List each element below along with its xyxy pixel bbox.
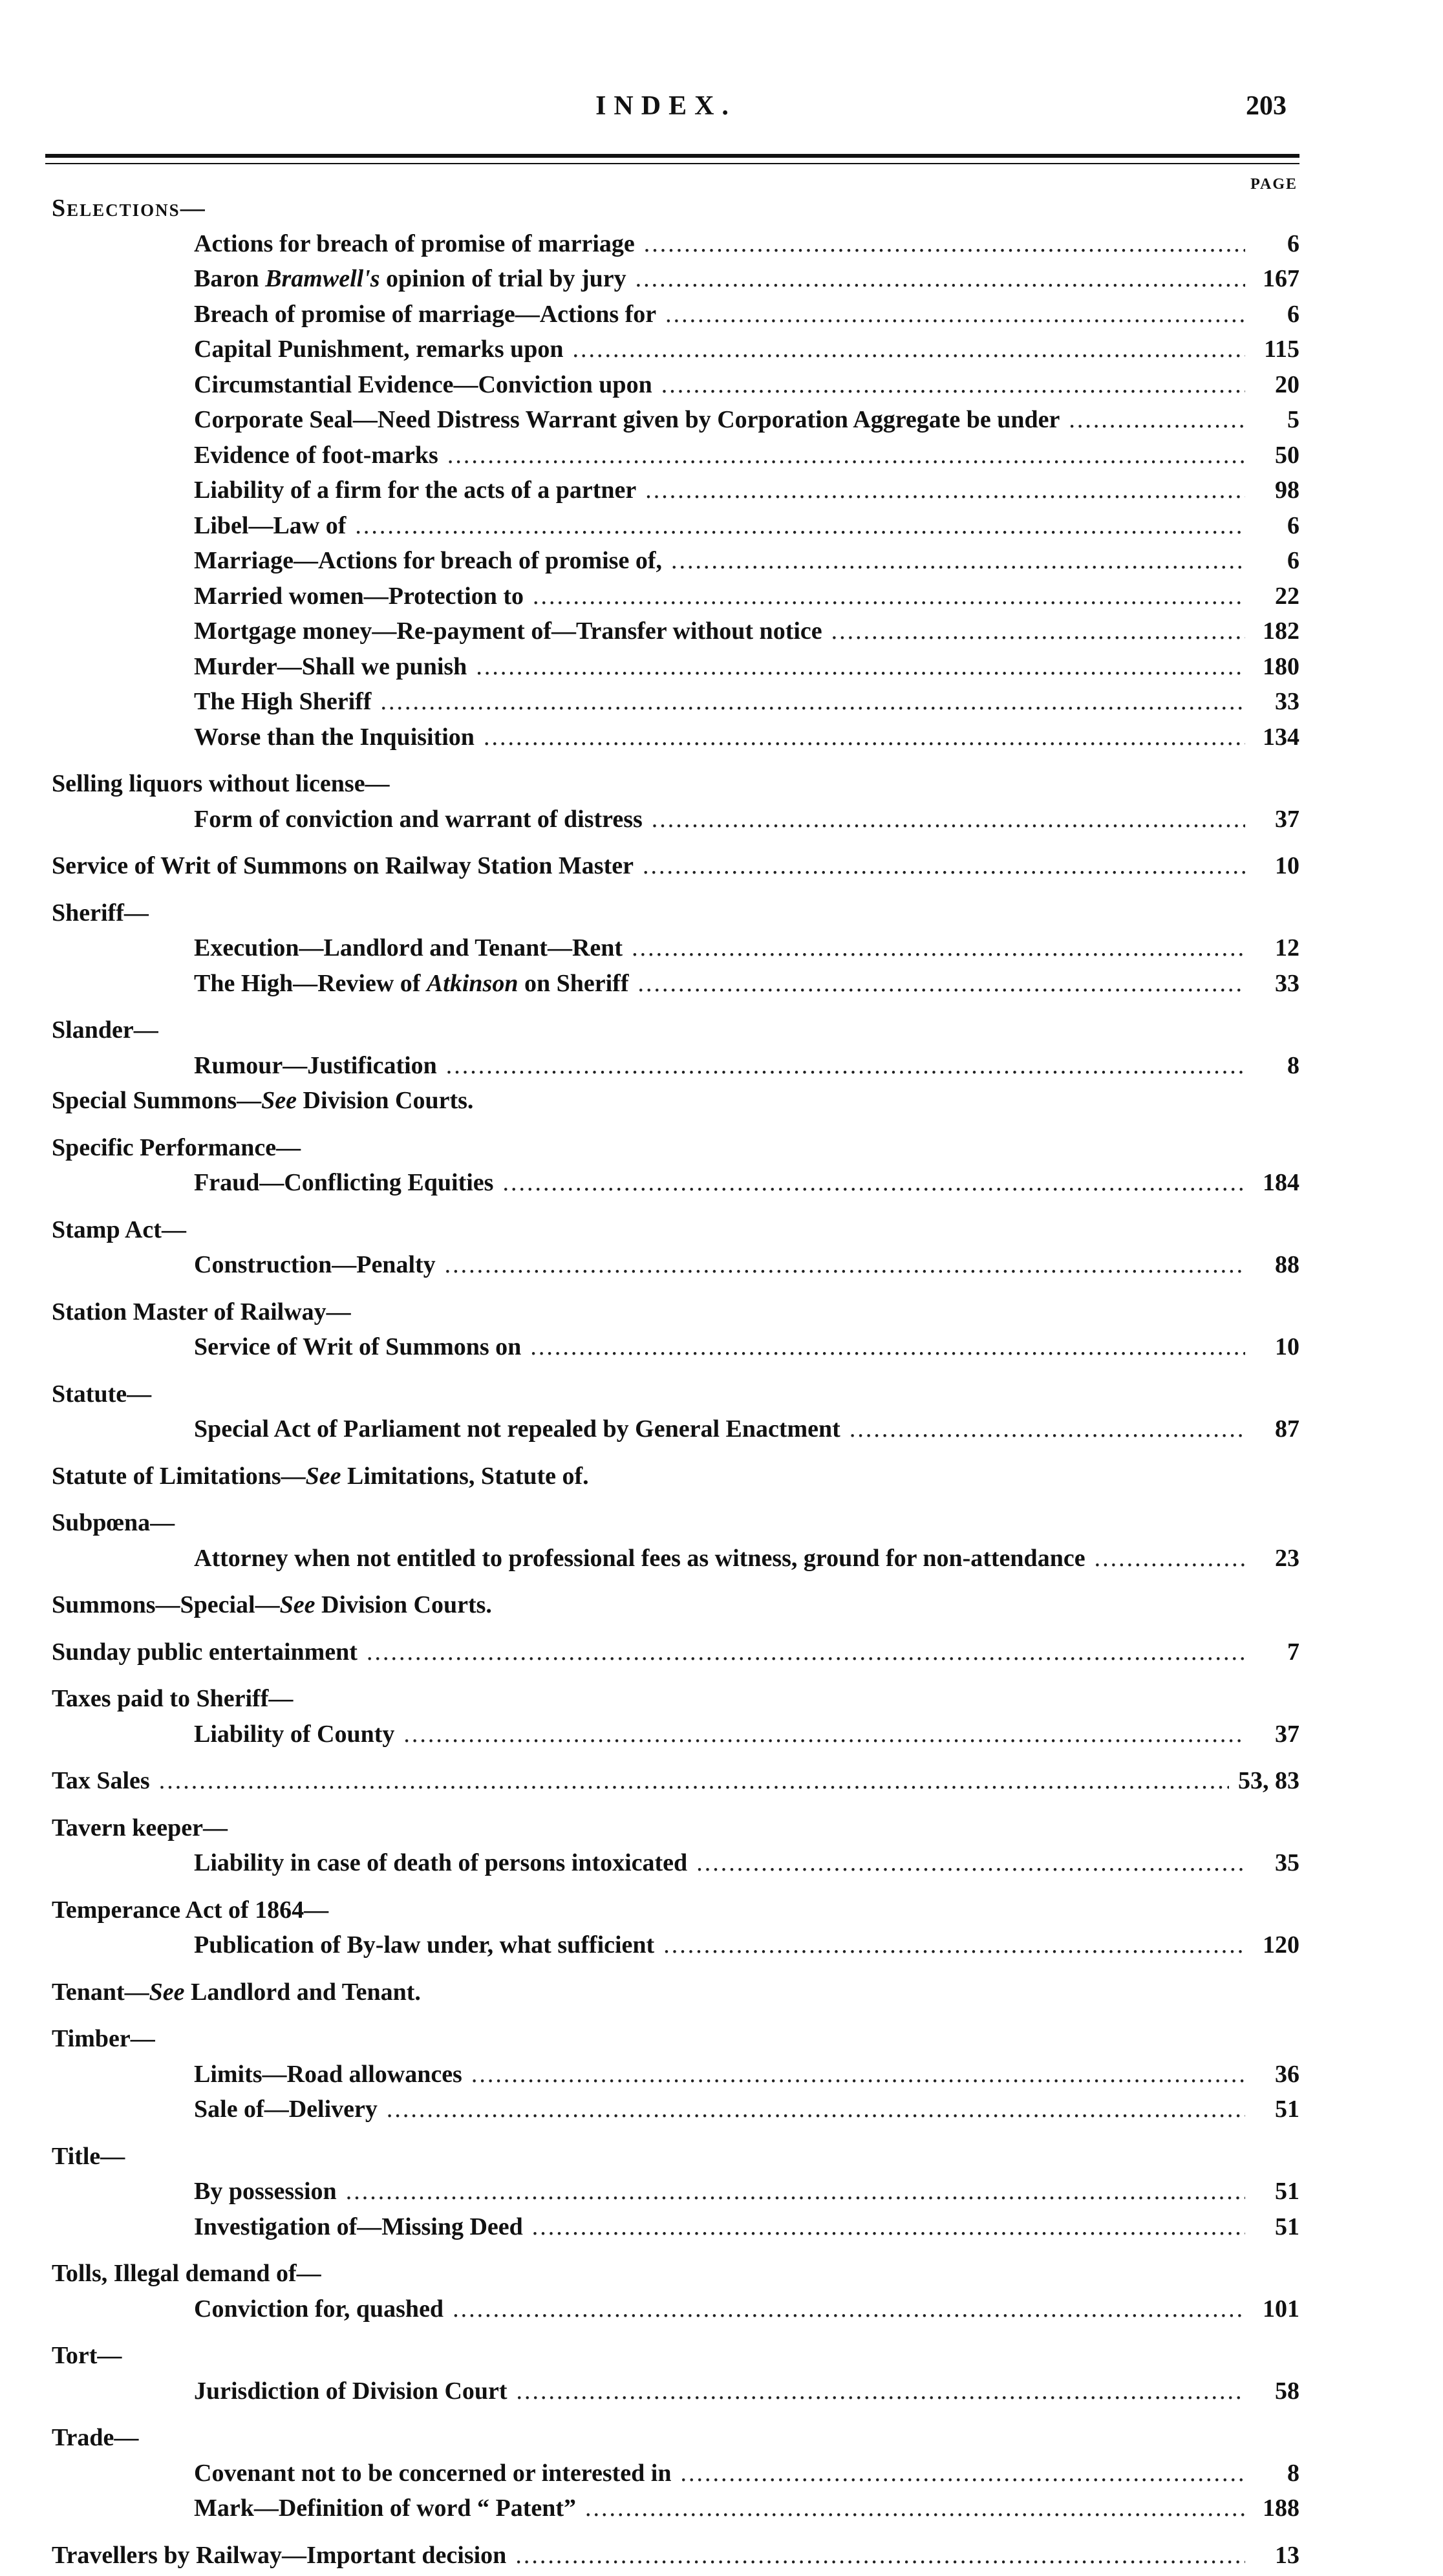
entry-text: Liability in case of death of persons intoxicated	[194, 1849, 687, 1877]
entry-page: 98	[1254, 476, 1306, 504]
index-subentry	[52, 1415, 1306, 1450]
entry-page: 51	[1254, 2213, 1306, 2241]
index-entry	[52, 1766, 1306, 1802]
dot-leader	[346, 2177, 1245, 2206]
index-subentry	[52, 1333, 1306, 1368]
entry-spacer	[52, 1802, 1306, 1814]
entry-text: Stamp Act—	[52, 1216, 186, 1244]
entry-page: 13	[1254, 2541, 1306, 2570]
index-entry	[52, 899, 1306, 934]
entry-text	[194, 264, 626, 293]
header-rule-thin	[45, 163, 1299, 164]
entry-page: 188	[1254, 2494, 1306, 2522]
entry-page: 180	[1254, 652, 1306, 681]
entry-text: Capital Punishment, remarks upon	[194, 335, 564, 363]
entry-spacer	[52, 1286, 1306, 1298]
index-subentry	[52, 476, 1306, 511]
index-entry	[52, 2142, 1306, 2178]
index-entry	[52, 1814, 1306, 1849]
entry-text: Investigation of—Missing Deed	[194, 2213, 523, 2241]
dot-leader	[367, 1638, 1245, 1666]
entry-page: 120	[1254, 1931, 1306, 1959]
dot-leader	[850, 1415, 1245, 1443]
entry-text: Travellers by Railway—Important decision	[52, 2541, 506, 2570]
entry-text-part: The High—Review of	[194, 970, 427, 997]
entry-text: Worse than the Inquisition	[194, 723, 475, 751]
index-entry	[52, 2259, 1306, 2295]
entry-text: Sheriff—	[52, 899, 149, 927]
entry-text-italic: See	[280, 1591, 315, 1618]
dot-leader	[573, 335, 1245, 363]
dot-leader	[530, 1333, 1245, 1361]
entry-page: 10	[1254, 852, 1306, 880]
entry-page: 8	[1254, 1051, 1306, 1080]
entry-text: Form of conviction and warrant of distress	[194, 805, 643, 833]
entry-page: 20	[1254, 370, 1306, 399]
entry-text: Tort—	[52, 2341, 122, 2370]
entry-page: 37	[1254, 805, 1306, 833]
entry-text: Slander—	[52, 1016, 158, 1044]
entry-spacer	[52, 1755, 1306, 1766]
entry-text: Marriage—Actions for breach of promise of,	[194, 546, 662, 575]
index-subentry	[52, 723, 1306, 758]
entry-text-part: Summons—Special—	[52, 1591, 280, 1618]
index-entry	[52, 2541, 1306, 2576]
entry-spacer	[52, 887, 1306, 899]
index-subentry	[52, 511, 1306, 547]
entry-text-part: Statute of Limitations—	[52, 1463, 306, 1490]
entry-page: 33	[1254, 969, 1306, 998]
entry-text: Limits—Road allowances	[194, 2060, 462, 2088]
index-subentry	[52, 2060, 1306, 2096]
entry-text: Actions for breach of promise of marriage	[194, 230, 635, 258]
dot-leader	[643, 852, 1245, 880]
entry-text-part: Tenant—	[52, 1979, 149, 2006]
entry-spacer	[52, 2248, 1306, 2259]
index-entry	[52, 1591, 1306, 1626]
entry-text-part: Landlord and Tenant.	[185, 1979, 421, 2006]
index-entry	[52, 1684, 1306, 1720]
entry-text: Tavern keeper—	[52, 1814, 228, 1842]
index-subentry	[52, 370, 1306, 406]
entry-text-part: on Sheriff	[518, 970, 628, 997]
entry-text-italic: Bramwell's	[265, 265, 379, 292]
entry-page: 134	[1254, 723, 1306, 751]
index-entry	[52, 1133, 1306, 1169]
entry-text: Trade—	[52, 2423, 138, 2452]
entry-page: 88	[1254, 1250, 1306, 1279]
entry-page: 167	[1254, 264, 1306, 293]
entry-text-part: Special Summons—	[52, 1087, 261, 1114]
entry-spacer	[52, 2412, 1306, 2423]
index-subentry	[52, 300, 1306, 336]
entry-spacer	[52, 1626, 1306, 1638]
dot-leader	[446, 1051, 1245, 1080]
entry-text: Title—	[52, 2142, 125, 2171]
dot-leader	[1095, 1544, 1245, 1572]
entry-spacer	[52, 1368, 1306, 1380]
entry-page: 51	[1254, 2177, 1306, 2206]
entry-text: Service of Writ of Summons on Railway Station Master	[52, 852, 634, 880]
entry-page: 182	[1254, 617, 1306, 645]
entry-text: Breach of promise of marriage—Actions for	[194, 300, 656, 328]
page-header	[45, 91, 1287, 136]
dot-leader	[445, 1250, 1245, 1279]
entry-page: 6	[1254, 300, 1306, 328]
index-entry	[52, 1298, 1306, 1333]
entry-text: Evidence of foot-marks	[194, 441, 438, 469]
entry-text	[52, 1086, 473, 1115]
entry-text: Construction—Penalty	[194, 1250, 436, 1279]
entry-text	[52, 1591, 492, 1619]
entry-page: 87	[1254, 1415, 1306, 1443]
index-entry	[52, 1086, 1306, 1122]
index-subentry	[52, 2295, 1306, 2330]
entry-text: Mark—Definition of word “ Patent”	[194, 2494, 576, 2522]
index-entry	[52, 2341, 1306, 2377]
dot-leader	[532, 2213, 1245, 2241]
dot-leader	[453, 2295, 1245, 2323]
entry-spacer	[52, 1004, 1306, 1016]
entry-text: Station Master of Railway—	[52, 1298, 351, 1326]
dot-leader	[502, 1168, 1245, 1197]
entry-page: 50	[1254, 441, 1306, 469]
entry-page: 5	[1254, 405, 1306, 434]
entry-text-part: Limitations, Statute of.	[341, 1463, 589, 1490]
entry-text: Sunday public entertainment	[52, 1638, 358, 1666]
entry-text: Specific Performance—	[52, 1133, 301, 1162]
index-subentry	[52, 1931, 1306, 1966]
index-subentry	[52, 969, 1306, 1005]
page-number: 203	[1246, 91, 1287, 122]
index-subentry	[52, 1168, 1306, 1204]
entry-spacer	[52, 2013, 1306, 2024]
entry-text: Rumour—Justification	[194, 1051, 437, 1080]
dot-leader	[637, 969, 1245, 998]
dot-leader	[403, 1720, 1245, 1748]
entry-spacer	[52, 2330, 1306, 2341]
entry-text-italic: See	[306, 1463, 341, 1490]
entry-text: Tolls, Illegal demand of—	[52, 2259, 321, 2288]
dot-leader	[380, 687, 1245, 716]
index-subentry	[52, 2095, 1306, 2131]
page-title: INDEX.	[45, 91, 1287, 122]
index-subentry	[52, 546, 1306, 582]
entry-text	[194, 969, 628, 998]
index-subentry	[52, 1051, 1306, 1087]
page-column-label: PAGE	[1250, 176, 1298, 193]
entry-page: 37	[1254, 1720, 1306, 1748]
dot-leader	[644, 230, 1245, 258]
entry-text: Jurisdiction of Division Court	[194, 2377, 508, 2405]
dot-leader	[355, 511, 1245, 540]
index-entry	[52, 1462, 1306, 1497]
entry-page: 101	[1254, 2295, 1306, 2323]
entry-text: Covenant not to be concerned or interested in	[194, 2459, 671, 2487]
dot-leader	[387, 2095, 1245, 2123]
index-subentry	[52, 805, 1306, 841]
entry-text: Service of Writ of Summons on	[194, 1333, 521, 1361]
entry-text-part: Division Courts.	[315, 1591, 492, 1618]
entry-text-italic: See	[261, 1087, 297, 1114]
entry-page: 10	[1254, 1333, 1306, 1361]
index-subentry	[52, 617, 1306, 652]
index-entry	[52, 2423, 1306, 2459]
entry-text	[52, 1462, 589, 1490]
entry-text: Liability of County	[194, 1720, 394, 1748]
entry-text: Fraud—Conflicting Equities	[194, 1168, 493, 1197]
index-subentry	[52, 264, 1306, 300]
entry-spacer	[52, 1966, 1306, 1978]
entry-text-part: Baron	[194, 265, 265, 292]
entry-spacer	[52, 1450, 1306, 1462]
index-subentry	[52, 2377, 1306, 2412]
dot-leader	[652, 805, 1245, 833]
entry-text: The High Sheriff	[194, 687, 371, 716]
entry-text: Special Act of Parliament not repealed by General Enactment	[194, 1415, 840, 1443]
entry-text: Attorney when not entitled to professional fees as witness, ground for non-attendance	[194, 1544, 1085, 1572]
dot-leader	[636, 264, 1245, 293]
dot-leader	[696, 1849, 1245, 1877]
index-entry	[52, 1216, 1306, 1251]
index-subentry	[52, 230, 1306, 265]
entry-text: Publication of By-law under, what sufficient	[194, 1931, 654, 1959]
entry-page: 12	[1254, 934, 1306, 962]
entry-text: Murder—Shall we punish	[194, 652, 467, 681]
dot-leader	[484, 723, 1245, 751]
index-subentry	[52, 2177, 1306, 2213]
dot-leader	[632, 934, 1245, 962]
entry-spacer	[52, 1497, 1306, 1508]
index-entry	[52, 1016, 1306, 1051]
index-entry	[52, 194, 1306, 230]
entry-spacer	[52, 1579, 1306, 1591]
dot-leader	[585, 2494, 1245, 2522]
entry-text: Temperance Act of 1864—	[52, 1896, 328, 1924]
entry-page: 184	[1254, 1168, 1306, 1197]
index-subentry	[52, 2213, 1306, 2248]
index-subentry	[52, 405, 1306, 441]
entry-page: 22	[1254, 582, 1306, 610]
entry-spacer	[52, 1884, 1306, 1896]
index-subentry	[52, 1544, 1306, 1580]
entry-text: Libel—Law of	[194, 511, 346, 540]
entry-text: Sale of—Delivery	[194, 2095, 378, 2123]
entry-text: Selections—	[52, 194, 206, 222]
dot-leader	[476, 652, 1245, 681]
index-entry	[52, 1978, 1306, 2013]
index-subentry	[52, 2459, 1306, 2495]
dot-leader	[517, 2377, 1245, 2405]
entry-text-italic: See	[149, 1979, 185, 2006]
dot-leader	[1069, 405, 1245, 434]
entry-spacer	[52, 1204, 1306, 1216]
entry-spacer	[52, 1122, 1306, 1133]
entry-page: 6	[1254, 511, 1306, 540]
entry-text: Selling liquors without license—	[52, 769, 390, 798]
entry-page: 53, 83	[1238, 1766, 1306, 1795]
index-subentry	[52, 652, 1306, 688]
entry-text: Liability of a firm for the acts of a partner	[194, 476, 636, 504]
entry-spacer	[52, 2529, 1306, 2541]
index-subentry	[52, 1849, 1306, 1884]
index-subentry	[52, 582, 1306, 617]
index-entry	[52, 1508, 1306, 1544]
entry-text: Execution—Landlord and Tenant—Rent	[194, 934, 623, 962]
index-entry	[52, 1638, 1306, 1673]
entry-page: 23	[1254, 1544, 1306, 1572]
entry-text: Conviction for, quashed	[194, 2295, 444, 2323]
entry-text: Subpœna—	[52, 1508, 175, 1537]
entry-page: 51	[1254, 2095, 1306, 2123]
entry-text: Statute—	[52, 1380, 151, 1408]
dot-leader	[447, 441, 1245, 469]
entry-page: 58	[1254, 2377, 1306, 2405]
entry-text: Timber—	[52, 2024, 155, 2053]
entry-spacer	[52, 1673, 1306, 1684]
entry-page: 6	[1254, 546, 1306, 575]
entry-text	[52, 1978, 421, 2006]
index-subentry	[52, 441, 1306, 477]
entry-text: Circumstantial Evidence—Conviction upon	[194, 370, 652, 399]
entry-page: 8	[1254, 2459, 1306, 2487]
dot-leader	[680, 2459, 1245, 2487]
entry-text: Taxes paid to Sheriff—	[52, 1684, 293, 1713]
index-subentry	[52, 1720, 1306, 1755]
index-entry	[52, 769, 1306, 805]
entry-page: 35	[1254, 1849, 1306, 1877]
dot-leader	[831, 617, 1245, 645]
dot-leader	[471, 2060, 1245, 2088]
dot-leader	[515, 2541, 1245, 2570]
header-rule	[45, 154, 1299, 158]
index-entries	[52, 194, 1306, 2576]
entry-page: 36	[1254, 2060, 1306, 2088]
dot-leader	[671, 546, 1245, 575]
entry-text-part: opinion of trial by jury	[380, 265, 626, 292]
entry-text: By possession	[194, 2177, 337, 2206]
index-subentry	[52, 687, 1306, 723]
dot-leader	[159, 1766, 1229, 1795]
entry-text: Corporate Seal—Need Distress Warrant given by Corporation Aggregate be under	[194, 405, 1060, 434]
entry-text: Tax Sales	[52, 1766, 150, 1795]
entry-page: 7	[1254, 1638, 1306, 1666]
dot-leader	[645, 476, 1245, 504]
entry-spacer	[52, 758, 1306, 769]
dot-leader	[661, 370, 1245, 399]
entry-spacer	[52, 2131, 1306, 2142]
dot-leader	[533, 582, 1245, 610]
index-subentry	[52, 934, 1306, 969]
dot-leader	[663, 1931, 1245, 1959]
entry-spacer	[52, 840, 1306, 852]
index-subentry	[52, 335, 1306, 370]
index-entry	[52, 2024, 1306, 2060]
entry-page: 6	[1254, 230, 1306, 258]
entry-page: 115	[1254, 335, 1306, 363]
entry-text-italic: Atkinson	[427, 970, 518, 997]
index-entry	[52, 852, 1306, 887]
index-entry	[52, 1380, 1306, 1415]
index-subentry	[52, 1250, 1306, 1286]
entry-text-part: Division Courts.	[297, 1087, 473, 1114]
dot-leader	[665, 300, 1245, 328]
index-subentry	[52, 2494, 1306, 2529]
entry-text: Mortgage money—Re-payment of—Transfer without notice	[194, 617, 822, 645]
entry-text: Married women—Protection to	[194, 582, 524, 610]
index-entry	[52, 1896, 1306, 1931]
entry-page: 33	[1254, 687, 1306, 716]
